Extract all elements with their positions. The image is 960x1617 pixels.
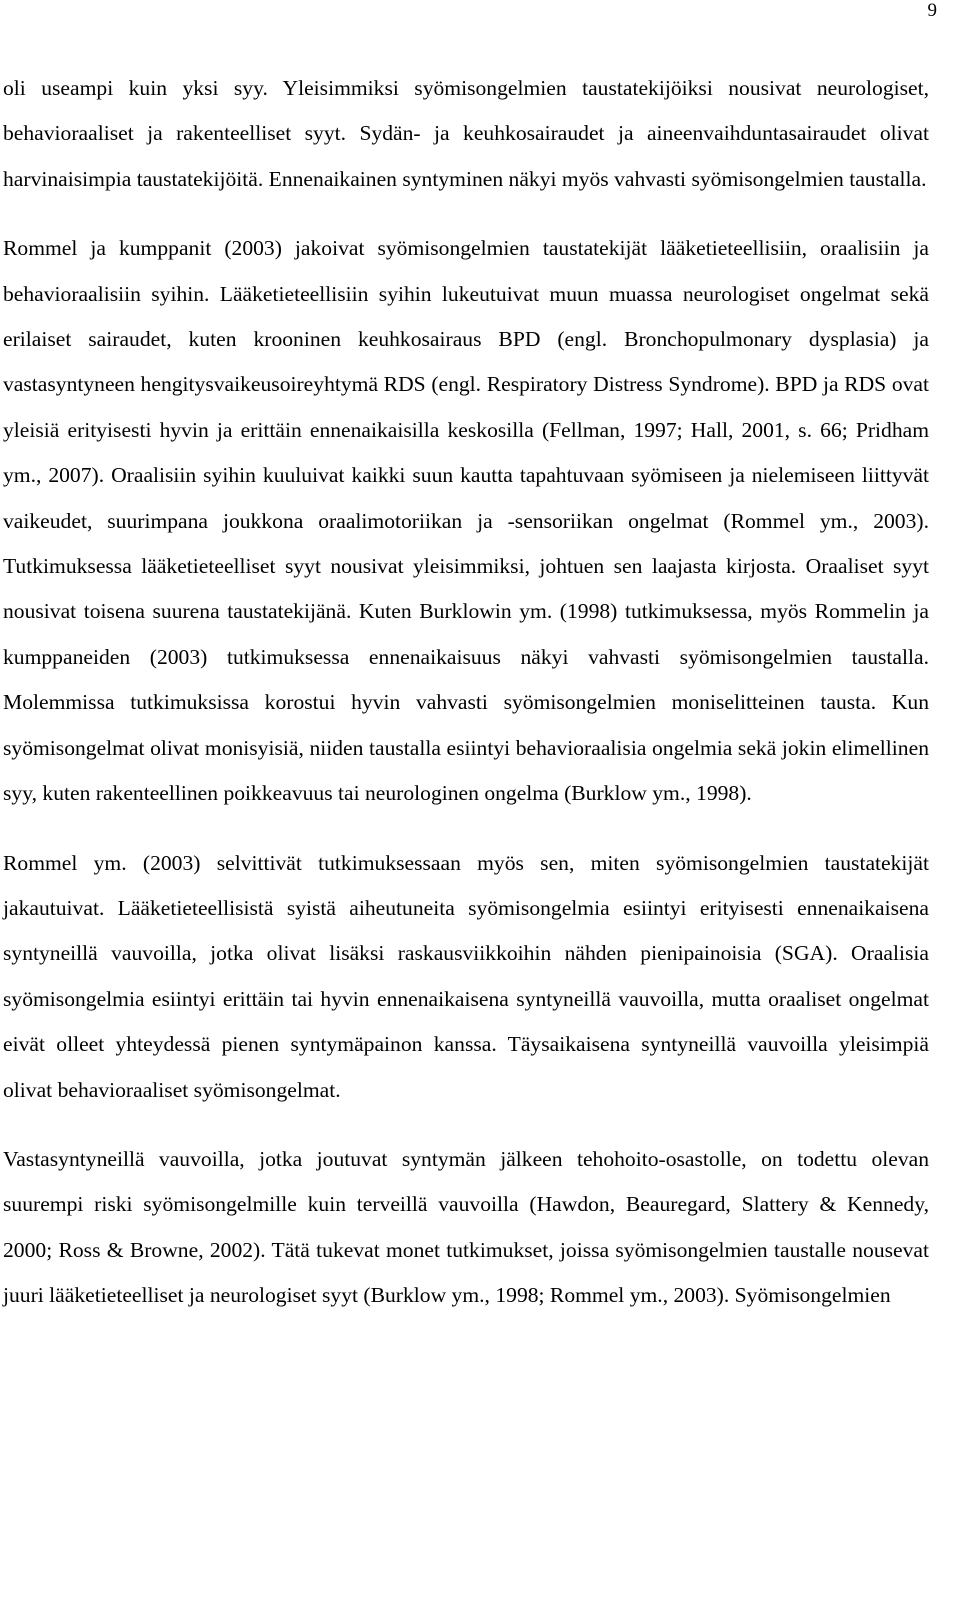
paragraph-3: Rommel ym. (2003) selvittivät tutkimuksessaan myös sen, miten syömisongelmien taustatekijät jakautuivat. Lääketieteellisistä syistä aiheutuneita syömisongelmia esiintyi erityisesti ennenaikaisena syntyneillä vauvoilla, jotka olivat lisäksi raskausviikkoihin nähden pienipainoisia (SGA). Oraalisia syömisongelmia esiintyi erittäin tai hyvin ennenaikaisena syntyneillä vauvoilla, mutta oraaliset ongelmat eivät olleet yhteydessä pienen syntymäpainon kanssa. Täysaikaisena syntyneillä vauvoilla yleisimpiä olivat behavioraaliset syömisongelmat. — [3, 850, 929, 1102]
page-number: 9 — [927, 0, 937, 21]
body-text — [3, 66, 929, 1319]
paragraph-1: oli useampi kuin yksi syy. Yleisimmiksi syömisongelmien taustatekijöiksi nousivat neurologiset, behavioraaliset ja rakenteelliset syyt. Sydän- ja keuhkosairaudet ja aineenvaihduntasairaudet olivat harvinaisimpia taustatekijöitä. Ennenaikainen syntyminen näkyi myös vahvasti syömisongelmien taustalla. — [3, 76, 929, 191]
paragraph-4: Vastasyntyneillä vauvoilla, jotka joutuvat syntymän jälkeen tehohoito-osastolle, on todettu olevan suurempi riski syömisongelmille kuin terveillä vauvoilla (Hawdon, Beauregard, Slattery & Kennedy, 2000; Ross & Browne, 2002). Tätä tukevat monet tutkimukset, joissa syömisongelmien taustalle nousevat juuri lääketieteelliset ja neurologiset syyt (Burklow ym., 1998; Rommel ym., 2003). Syömisongelmien — [3, 1146, 929, 1308]
paragraph-2: Rommel ja kumppanit (2003) jakoivat syömisongelmien taustatekijät lääketieteellisiin, oraalisiin ja behavioraalisiin syihin. Lääketieteellisiin syihin lukeutuivat muun muassa neurologiset ongelmat sekä erilaiset sairaudet, kuten krooninen keuhkosairaus BPD (engl. Bronchopulmonary dysplasia) ja vastasyntyneen hengitysvaikeusoireyhtymä RDS (engl. Respiratory Distress Syndrome). BPD ja RDS ovat yleisiä erityisesti hyvin ja erittäin ennenaikaisilla keskosilla (Fellman, 1997; Hall, 2001, s. 66; Pridham ym., 2007). Oraalisiin syihin kuuluivat kaikki suun kautta tapahtuvaan syömiseen ja nielemiseen liittyvät vaikeudet, suurimpana joukkona oraalimotoriikan ja -sensoriikan ongelmat (Rommel ym., 2003). Tutkimuksessa lääketieteelliset syyt nousivat yleisimmiksi, johtuen sen laajasta kirjosta. Oraaliset syyt nousivat toisena suurena taustatekijänä. Kuten Burklowin ym. (1998) tutkimuksessa, myös Rommelin ja kumppaneiden (2003) tutkimuksessa ennenaikaisuus näkyi vahvasti syömisongelmien taustalla. Molemmissa tutkimuksissa korostui hyvin vahvasti syömisongelmien moniselitteinen tausta. Kun syömisongelmat olivat monisyisiä, niiden taustalla esiintyi behavioraalisia ongelmia sekä jokin elimellinen syy, kuten rakenteellinen poikkeavuus tai neurologinen ongelma (Burklow ym., 1998). — [3, 236, 929, 806]
